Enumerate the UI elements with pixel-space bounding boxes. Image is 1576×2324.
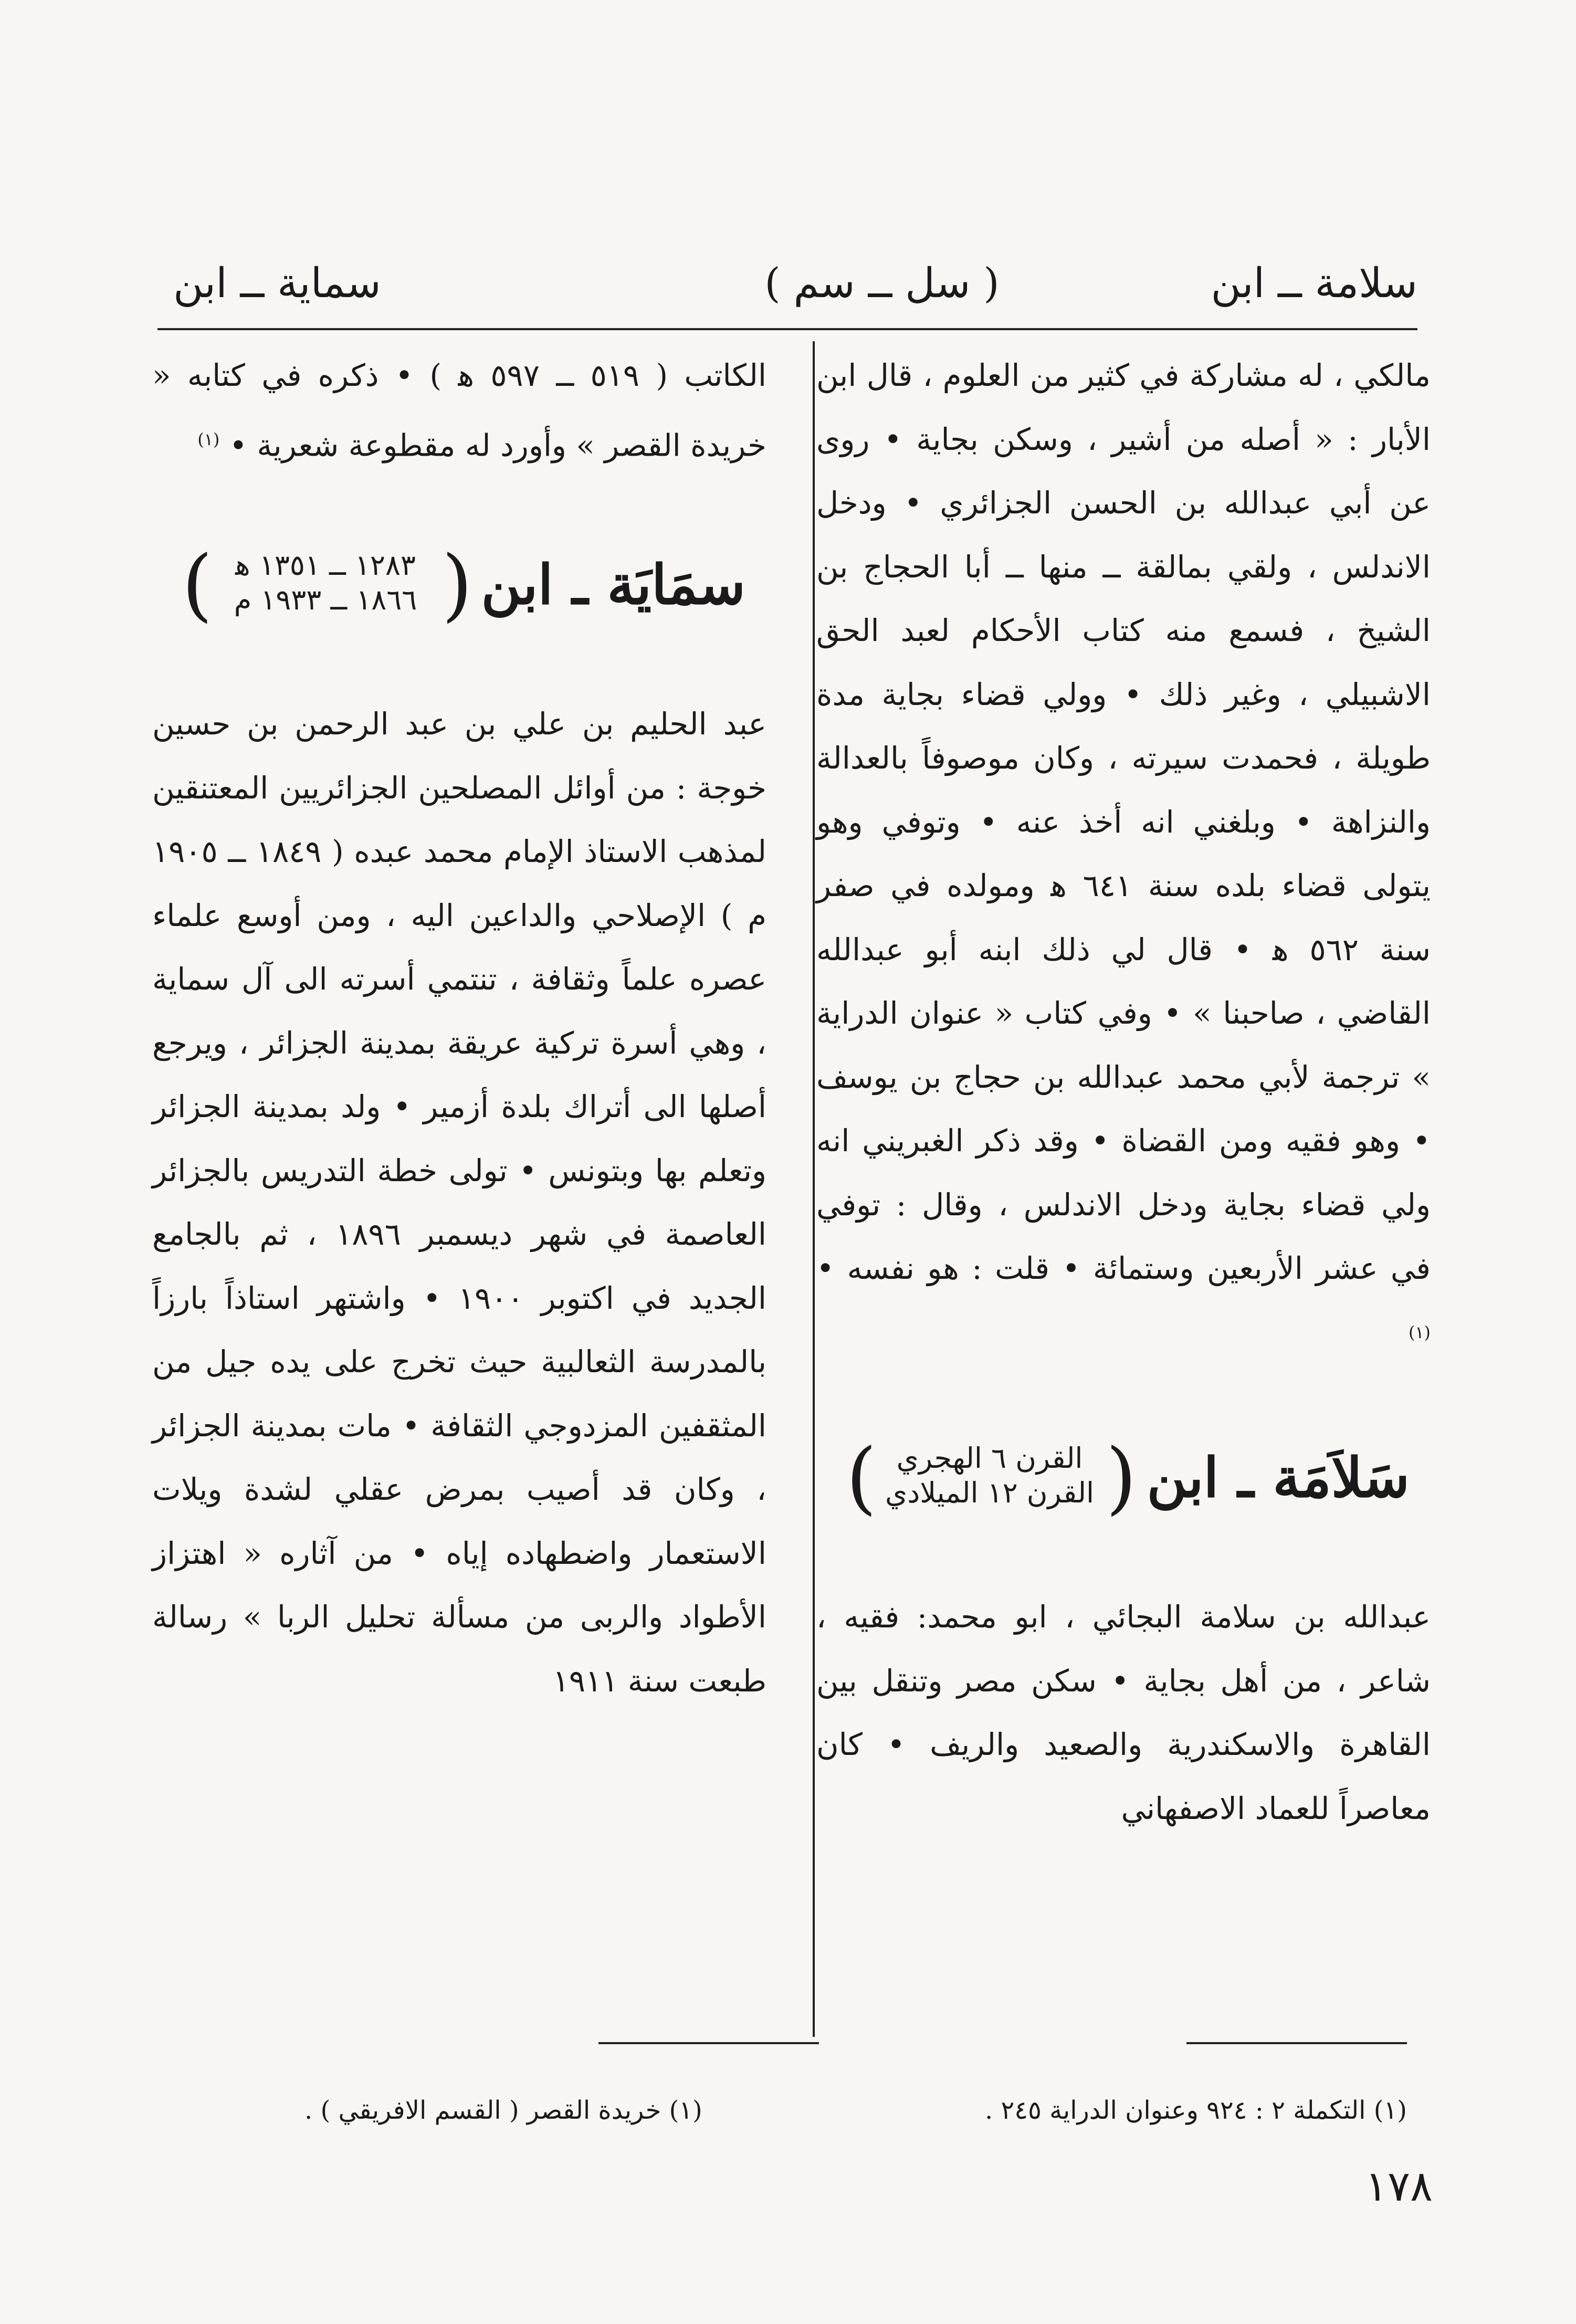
header-rule	[157, 328, 1417, 330]
footnote-rule	[1186, 2042, 1407, 2044]
header-left-title: سماية ــ ابن	[173, 260, 381, 307]
column-divider	[813, 341, 815, 2037]
header-section-letters: ( سل ــ سم )	[764, 260, 1000, 307]
left-column	[152, 344, 766, 1713]
entry-heading-samaya	[152, 530, 766, 661]
entry-heading-dates	[879, 1441, 1100, 1510]
footnote-ref: (١)	[1408, 1322, 1431, 1342]
footnote-right: (١) التكملة ٢ : ٩٢٤ وعنوان الدراية ٢٤٥ .	[985, 2096, 1407, 2125]
page-number: ١٧٨	[1365, 2162, 1433, 2211]
entry-heading-name: سَلاَمَة ـ ابن	[1147, 1445, 1410, 1510]
entry-text	[152, 344, 766, 477]
heading-open-paren: (	[1106, 1432, 1137, 1524]
running-header	[157, 247, 1417, 320]
heading-date-line: القرن ١٢ الميلادي	[885, 1476, 1095, 1510]
footnote-rule	[598, 2042, 819, 2044]
heading-open-paren: (	[442, 539, 472, 631]
heading-date-line: ١٢٨٣ ــ ١٣٥١ ﻫ	[235, 549, 416, 582]
entry-heading-dates	[215, 548, 436, 617]
footnote-ref: (١)	[197, 429, 220, 449]
heading-close-paren: )	[182, 539, 213, 631]
right-column	[816, 344, 1431, 1841]
entry-body: عبد الحليم بن علي بن عبد الرحمن بن حسين خوجة : من أوائل المصلحين الجزائريين المعتنقين لمذهب الاستاذ الإمام محمد عبده ( ١٨٤٩ ــ ١٩٠٥ م ) الإصلاحي والداعين اليه ، ومن أوسع علماء عصره علماً وثقافة ، تنتمي أسرته الى آل سماية ، وهي أسرة تركية عريقة بمدينة الجزائر ، ويرجع أصلها الى أتراك بلدة أزمير • ولد بمدينة الجزائر وتعلم بها وبتونس • تولى خطة التدريس بالجزائر العاصمة في شهر ديسمبر ١٨٩٦ ، ثم بالجامع الجديد في اكتوبر ١٩٠٠ • واشتهر استاذاً بارزاً بالمدرسة الثعالبية حيث تخرج على يده جيل من المثقفين المزدوجي الثقافة • مات بمدينة الجزائر ، وكان قد أصيب بمرض عقلي لشدة ويلات الاستعمار واضطهاده إياه • من آثاره « اهتزاز الأطواد والربى من مسألة تحليل الربا » رسالة طبعت سنة ١٩١١	[152, 706, 766, 1699]
entry-heading-salama	[816, 1423, 1431, 1554]
entry-body: عبدالله بن سلامة البجائي ، ابو محمد: فقيه ، شاعر ، من أهل بجاية • سكن مصر وتنقل بين القاهرة والاسكندرية والصعيد والريف • كان معاصراً للعماد الاصفهاني	[816, 1599, 1431, 1826]
heading-date-line: القرن ٦ الهجري	[896, 1442, 1083, 1475]
entry-heading-name: سمَايَة ـ ابن	[481, 552, 745, 617]
footnote-left: (١) خريدة القصر ( القسم الافريقي ) .	[304, 2096, 702, 2125]
entry-text	[816, 344, 1431, 1370]
entry-body-continued: الكاتب ( ٥١٩ ــ ٥٩٧ ﻫ ) • ذكره في كتابه « خريدة القصر » وأورد له مقطوعة شعرية •	[152, 357, 767, 463]
heading-date-line: ١٨٦٦ ــ ١٩٣٣ م	[234, 583, 417, 617]
header-right-title: سلامة ــ ابن	[1211, 260, 1417, 307]
entry-body-continued: مالكي ، له مشاركة في كثير من العلوم ، قال ابن الأبار : « أصله من أشير ، وسكن بجاية • روى عن أبي عبدالله بن الحسن الجزائري • ودخل الاندلس ، ولقي بمالقة ــ منها ــ أبا الحجاج بن الشيخ ، فسمع منه كتاب الأحكام لعبد الحق الاشبيلي ، وغير ذلك • وولي قضاء بجاية مدة طويلة ، فحمدت سيرته ، وكان موصوفاً بالعدالة والنزاهة • وبلغني انه أخذ عنه • وتوفي وهو يتولى قضاء بلده سنة ٦٤١ ﻫ ومولده في صفر سنة ٥٦٢ ﻫ • قال لي ذلك ابنه أبو عبدالله القاضي ، صاحبنا » • وفي كتاب « عنوان الدراية » ترجمة لأبي محمد عبدالله بن حجاج بن يوسف • وهو فقيه ومن القضاة • وقد ذكر الغبريني انه ولي قضاء بجاية ودخل الاندلس ، وقال : توفي في عشر الأربعين وستمائة • قلت : هو نفسه •	[816, 357, 1431, 1286]
heading-close-paren: )	[846, 1432, 877, 1524]
